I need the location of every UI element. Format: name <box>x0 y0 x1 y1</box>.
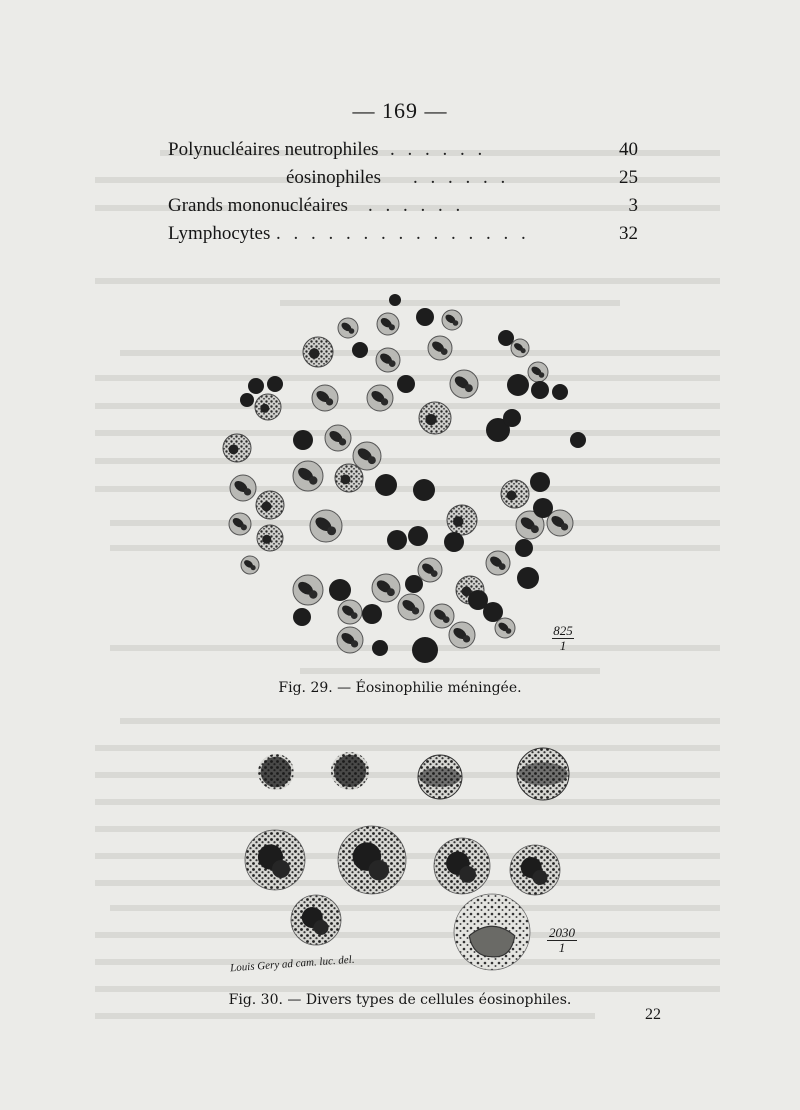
scale-numerator: 825 <box>553 623 573 638</box>
leader-dots: . . . . . . <box>390 139 487 160</box>
count-value: 32 <box>619 223 638 244</box>
scale-numerator: 2030 <box>549 925 575 940</box>
count-label: éosinophiles <box>286 167 381 188</box>
count-row-mononuclear <box>168 192 638 220</box>
count-value: 25 <box>619 167 638 188</box>
signature-mark: 22 <box>645 1006 661 1023</box>
scale-denominator: 1 <box>559 638 567 653</box>
count-label: Lymphocytes <box>168 223 271 244</box>
page-number: — 169 — <box>352 98 448 123</box>
artist-signature: Louis Gery ad cam. luc. del. <box>229 953 355 975</box>
count-row-neutrophils <box>168 136 638 164</box>
count-row-lymphocytes <box>168 220 638 248</box>
scale-marker-fig30 <box>547 926 577 955</box>
leader-dots: . . . . . . . . . . . . . . . <box>276 223 530 244</box>
leader-dots: . . . . . . <box>368 195 465 216</box>
scale-denominator: 1 <box>558 940 566 955</box>
count-row-eosinophils <box>168 164 638 192</box>
cell-count-table <box>168 136 638 248</box>
figure-30-caption: Fig. 30. — Divers types de cellules éosinophiles. <box>228 992 572 1008</box>
leader-dots: . . . . . . <box>413 167 510 188</box>
count-label: Polynucléaires neutrophiles <box>168 139 379 160</box>
scale-marker-fig29 <box>552 624 574 653</box>
count-label: Grands mononucléaires <box>168 195 348 216</box>
figure-30-illustration <box>0 730 800 990</box>
count-value: 3 <box>628 195 638 216</box>
count-value: 40 <box>619 139 638 160</box>
figure-29-illustration <box>0 280 800 680</box>
figure-29-caption: Fig. 29. — Éosinophilie méningée. <box>278 680 522 696</box>
